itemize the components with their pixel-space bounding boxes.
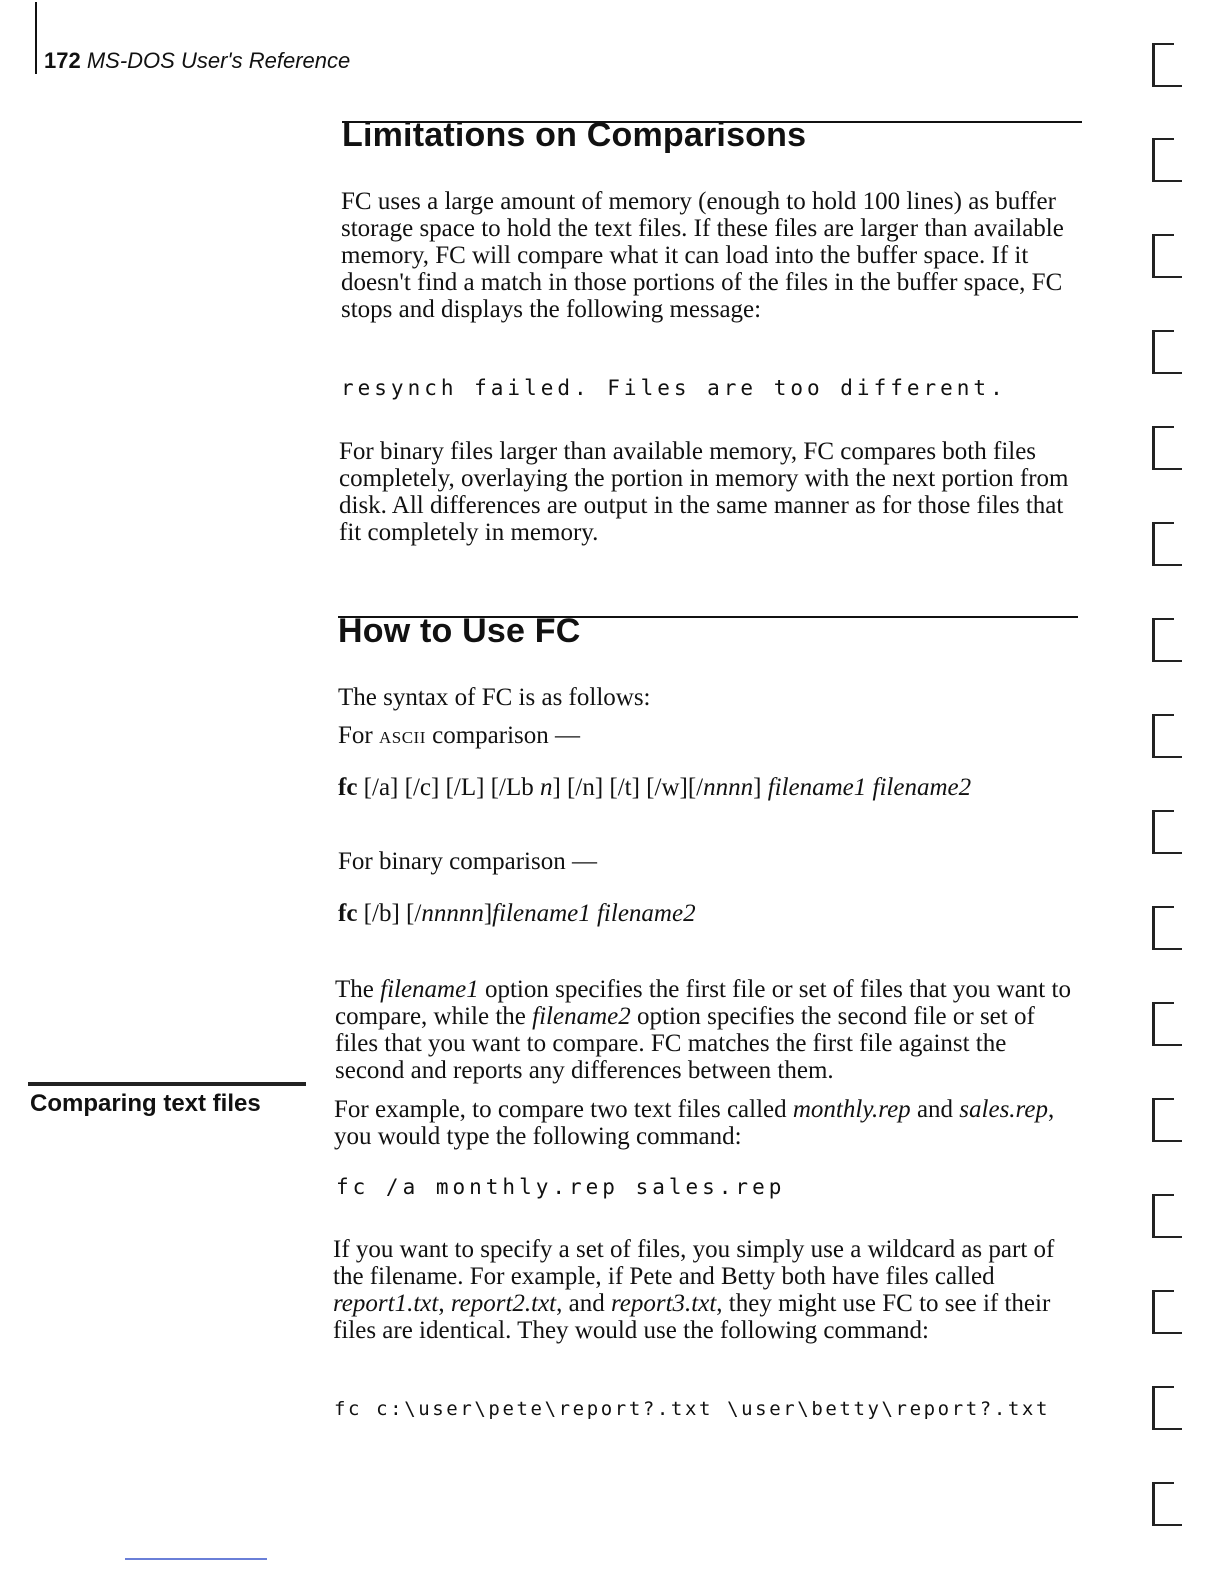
book-title: MS-DOS User's Reference — [86, 48, 351, 73]
thumb-tab — [1152, 330, 1182, 374]
ascii-syntax: fc [/a] [/c] [/L] [/Lb n] [/n] [/t] [/w][/nnnn] filename1 filename2 — [338, 774, 972, 801]
wildcard-para: If you want to specify a set of files, you simply use a wildcard as part of the filename. For example, if Pete and Betty both have files called report1.txt, report2.txt, and report3.txt, they might use FC to see if their files are identical. They would use the following command: — [333, 1236, 1055, 1344]
binary-syntax: fc [/b] [/nnnnn]filename1 filename2 — [338, 900, 696, 927]
page-number: 172 — [44, 48, 81, 73]
running-head — [44, 48, 350, 74]
thumb-tab — [1152, 43, 1182, 87]
thumb-tab — [1152, 1098, 1182, 1142]
command-wildcard: fc c:\user\pete\report?.txt \user\betty\report?.txt — [334, 1398, 1050, 1420]
thumb-tab — [1152, 426, 1182, 470]
heading-howto: How to Use FC — [338, 612, 581, 650]
thumb-tab — [1152, 522, 1182, 566]
thumb-tab — [1152, 714, 1182, 758]
thumb-tab — [1152, 810, 1182, 854]
thumb-tab — [1152, 1386, 1182, 1430]
syntax-intro: The syntax of FC is as follows: — [338, 684, 651, 711]
thumb-tab — [1152, 906, 1182, 950]
limitations-para2: For binary files larger than available memory, FC compares both files completely, overlaying the portion in memory with the next portion from disk. All differences are output in the same manner as for those files that fit completely in memory. — [339, 438, 1069, 546]
thumb-tab — [1152, 234, 1182, 278]
thumb-tab — [1152, 1482, 1182, 1526]
thumb-tab — [1152, 618, 1182, 662]
binary-label: For binary comparison — — [338, 848, 597, 875]
limitations-para1: FC uses a large amount of memory (enough to hold 100 lines) as buffer storage space to hold the text files. If these files are larger than available memory, FC will compare what it can load into the buffer space. If it doesn't find a match in those portions of the files in the buffer space, FC stops and displays the following message: — [341, 188, 1064, 323]
thumb-tab — [1152, 1290, 1182, 1334]
margin-heading-comparing: Comparing text files — [30, 1090, 261, 1117]
thumb-tab — [1152, 1194, 1182, 1238]
footer-rule — [125, 1558, 267, 1560]
resynch-message: resynch failed. Files are too different. — [341, 376, 1007, 400]
ascii-label: For ASCII comparison — — [338, 722, 581, 749]
heading-limitations: Limitations on Comparisons — [342, 116, 807, 154]
thumb-tab — [1152, 1002, 1182, 1046]
filename-explanation: The filename1 option specifies the first file or set of files that you want to compare, while the filename2 option specifies the second file or set of files that you want to compare. FC matches the first file against the second and reports any differences between them. — [335, 976, 1071, 1084]
margin-rule — [28, 1082, 306, 1086]
gutter-rule — [35, 2, 37, 74]
thumb-tab — [1152, 138, 1182, 182]
command-monthly: fc /a monthly.rep sales.rep — [336, 1175, 786, 1199]
example-para: For example, to compare two text files called monthly.rep and sales.rep, you would type the following command: — [334, 1096, 1055, 1150]
